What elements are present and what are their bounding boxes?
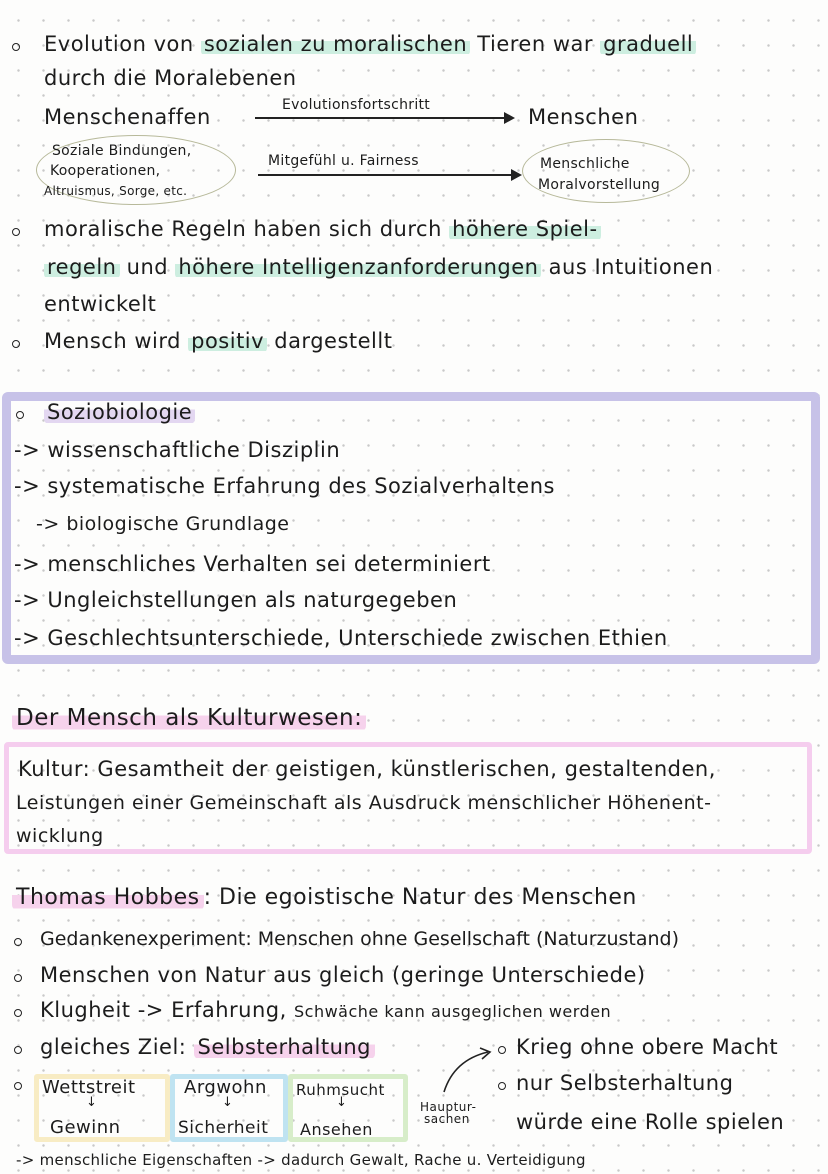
bullet-nur-selbsterhaltung [498, 1082, 506, 1090]
bullet-hobbes-4 [14, 1046, 22, 1054]
text-klugheit: Klugheit -> Erfahrung, [40, 998, 294, 1022]
rolle-line: würde eine Rolle spielen [516, 1110, 785, 1134]
sozio-item-2: -> systematische Erfahrung des Sozialverhaltens [14, 474, 555, 498]
text-intuitionen: aus Intuitionen [541, 255, 714, 279]
sozio-item-6: -> Geschlechtsunterschiede, Unterschiede zwischen Ethien [14, 626, 668, 650]
menschen-label: Menschen [528, 105, 639, 129]
kultur-line2: Leistungen einer Gemeinschaft als Ausdruck menschlicher Höhenent- [16, 792, 712, 814]
text-schwaeche: Schwäche kann ausgeglichen werden [293, 1002, 612, 1021]
sozio-item-4: -> menschliches Verhalten sei determiniert [14, 552, 491, 576]
hobbes-b4 [40, 1033, 375, 1061]
hobbes-b1: Gedankenexperiment: Menschen ohne Gesellschaft (Naturzustand) [40, 928, 680, 950]
kultur-line3: wicklung [16, 825, 104, 847]
highlight-kulturwesen: Der Mensch als Kulturwesen: [12, 705, 366, 731]
oval-right-line2: Moralvorstellung [538, 177, 661, 193]
mitgefuehl-arrow [258, 174, 520, 176]
sozio-item-3: -> biologische Grundlage [36, 513, 290, 535]
bullet-hobbes-1 [14, 938, 22, 946]
highlight-graduell: graduell [600, 32, 696, 56]
bullet-hobbes-3 [14, 1009, 22, 1017]
text-moralische-regeln: moralische Regeln haben sich durch [44, 217, 450, 241]
highlight-sozial-moralisch: sozialen zu moralischen [201, 32, 470, 56]
wettstreit-label: Wettstreit [42, 1077, 136, 1098]
ansehen-label: Ansehen [300, 1120, 373, 1139]
krieg-line: Krieg ohne obere Macht [516, 1035, 779, 1059]
bullet-hobbes-5 [14, 1082, 22, 1090]
text-evolution: Evolution von [44, 32, 201, 56]
regeln-line1 [44, 215, 601, 243]
oval-right-line1: Menschliche [540, 156, 630, 172]
nur-selbsterhaltung-line: nur Selbsterhaltung [516, 1071, 734, 1095]
text-tieren: Tieren war [470, 32, 601, 56]
argwohn-arrow: ↓ [222, 1095, 234, 1110]
kulturwesen-heading [12, 704, 366, 732]
argwohn-label: Argwohn [184, 1077, 267, 1098]
soziobiologie-heading [44, 398, 195, 426]
kultur-line1: Kultur: Gesamtheit der geistigen, künstlerischen, gestaltenden, [18, 757, 716, 781]
moralebenen-line: durch die Moralebenen [44, 66, 297, 90]
bullet-2 [12, 228, 20, 236]
gewinn-label: Gewinn [50, 1117, 121, 1138]
mitgefuehl-label: Mitgefühl u. Fairness [268, 153, 419, 169]
sozio-item-1: -> wissenschaftliche Disziplin [14, 438, 341, 462]
evolution-line [44, 30, 696, 58]
sicherheit-label: Sicherheit [178, 1118, 269, 1138]
regeln-line2 [44, 253, 713, 281]
wettstreit-arrow: ↓ [86, 1095, 98, 1110]
highlight-thomas-hobbes: Thomas Hobbes [12, 885, 204, 910]
sozio-item-5: -> Ungleichstellungen als naturgegeben [14, 588, 458, 612]
text-egoistische-natur: : Die egoistische Natur des Menschen [203, 885, 637, 910]
text-gleiches-ziel: gleiches Ziel: [40, 1035, 194, 1059]
oval-left-line2: Kooperationen, [50, 163, 161, 179]
oval-left-line1: Soziale Bindungen, [52, 143, 192, 159]
text-dargestellt: dargestellt [267, 329, 393, 353]
bullet-1 [12, 43, 20, 51]
hobbes-b3 [40, 996, 611, 1026]
oval-left-line3: Altruismus, Sorge, etc. [44, 184, 188, 198]
hobbes-heading [12, 884, 637, 912]
menschenaffen-label: Menschenaffen [44, 105, 211, 129]
highlight-hoehere-spiel: höhere Spiel- [449, 217, 600, 241]
text-und: und [119, 255, 176, 279]
evolution-arrow [255, 117, 513, 119]
bullet-soziobiologie [16, 411, 24, 419]
curved-arrow-icon [440, 1046, 496, 1096]
bullet-3 [12, 340, 20, 348]
hauptur-line2: sachen [424, 1112, 470, 1126]
evolutionsfortschritt-label: Evolutionsfortschritt [282, 97, 431, 113]
mensch-positiv-line [44, 327, 392, 355]
ruhmsucht-arrow: ↓ [336, 1095, 348, 1110]
text-mensch-wird: Mensch wird [44, 329, 189, 353]
hobbes-b2: Menschen von Natur aus gleich (geringe Unterschiede) [40, 963, 646, 987]
highlight-soziobiologie: Soziobiologie [44, 400, 195, 424]
highlight-positiv: positiv [188, 329, 267, 353]
ruhmsucht-label: Ruhmsucht [296, 1081, 385, 1099]
hauptur-line1: Hauptur- [420, 1100, 477, 1114]
eigenschaften-line: -> menschliche Eigenschaften -> dadurch Gewalt, Rache u. Verteidigung [16, 1151, 586, 1169]
bullet-krieg [498, 1046, 506, 1054]
highlight-intelligenz: höhere Intelligenzanforderungen [175, 255, 541, 279]
highlight-regeln: regeln [44, 255, 120, 279]
bullet-hobbes-2 [14, 974, 22, 982]
highlight-selbsterhaltung: Selbsterhaltung [194, 1035, 375, 1059]
regeln-line3: entwickelt [44, 292, 157, 316]
